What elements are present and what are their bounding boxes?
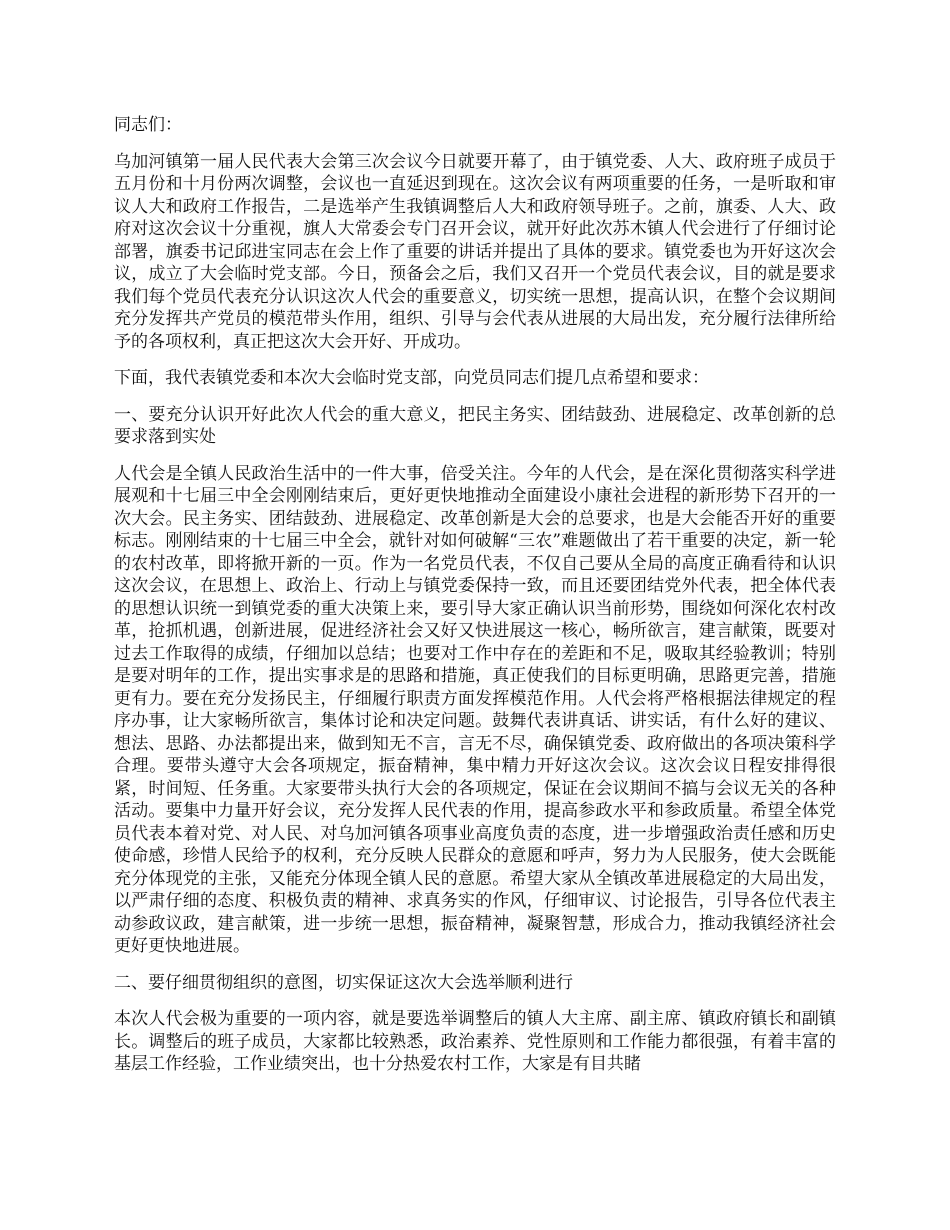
paragraph-intro: 乌加河镇第一届人民代表大会第三次会议今日就要开幕了，由于镇党委、人大、政府班子成员于五月份和十月份两次调整，会议也一直延迟到现在。这次会议有两项重要的任务，一是听取和审议人大和政府工作报告，二是选举产生我镇调整后人大和政府领导班子。之前，旗委、人大、政府对这次会议十分重视，旗人大常委会专门召开会议，就开好此次苏木镇人代会进行了仔细讨论部署，旗委书记邱进宝同志在会上作了重要的讲话并提出了具体的要求。镇党委也为开好这次会议，成立了大会临时党支部。今日，预备会之后，我们又召开一个党员代表会议，目的就是要求我们每个党员代表充分认识这次人代会的重要意义，切实统一思想，提高认识，在整个会议期间充分发挥共产党员的模范带头作用，组织、引导与会代表从进展的大局出发，充分履行法律所给予的各项权利，真正把这次大会开好、开成功。 bbox=[114, 151, 836, 352]
section-heading-2: 二、要仔细贯彻组织的意图，切实保证这次大会选举顺利进行 bbox=[114, 972, 573, 993]
section-heading-1: 一、要充分认识开好此次人代会的重大意义，把民主务实、团结鼓劲、进展稳定、改革创新的总要求落到实处 bbox=[114, 404, 836, 447]
salutation: 同志们： bbox=[114, 115, 182, 135]
document-page bbox=[114, 114, 836, 1090]
paragraph-transition: 下面，我代表镇党委和本次大会临时党支部，向党员同志们提几点希望和要求： bbox=[114, 368, 709, 388]
paragraph-section-2-body: 本次人代会极为重要的一项内容，就是要选举调整后的镇人大主席、副主席、镇政府镇长和副镇长。调整后的班子成员，大家都比较熟悉，政治素养、党性原则和工作能力都很强，有着丰富的基层工作经验，工作业绩突出，也十分热爱农村工作，大家是有目共睹 bbox=[114, 1009, 836, 1074]
paragraph-section-1-body: 人代会是全镇人民政治生活中的一件大事，倍受关注。今年的人代会，是在深化贯彻落实科学进展观和十七届三中全会刚刚结束后，更好更快地推动全面建设小康社会进程的新形势下召开的一次大会。民主务实、团结鼓劲、进展稳定、改革创新是大会的总要求，也是大会能否开好的重要标志。刚刚结束的十七届三中全会，就针对如何破解“三农”难题做出了若干重要的决定，新一轮的农村改革，即将掀开新的一页。作为一名党员代表，不仅自己要从全局的高度正确看待和认识这次会议，在思想上、政治上、行动上与镇党委保持一致，而且还要团结党外代表，把全体代表的思想认识统一到镇党委的重大决策上来，要引导大家正确认识当前形势，围绕如何深化农村改革，抢抓机遇，创新进展，促进经济社会又好又快进展这一核心，畅所欲言，建言献策，既要对过去工作取得的成绩，仔细加以总结；也要对工作中存在的差距和不足，吸取其经验教训；特别是要对明年的工作，提出实事求是的思路和措施，真正使我们的目标更明确，思路更完善，措施更有力。要在充分发扬民主，仔细履行职责方面发挥模范作用。人代会将严格根据法律规定的程序办事，让大家畅所欲言，集体讨论和决定问题。鼓舞代表讲真话、讲实话，有什么好的建议、想法、思路、办法都提出来，做到知无不言，言无不尽，确保镇党委、政府做出的各项决策科学合理。要带头遵守大会各项规定，振奋精神，集中精力开好这次会议。这次会议日程安排得很紧，时间短、任务重。大家要带头执行大会的各项规定，保证在会议期间不搞与会议无关的各种活动。要集中力量开好会议，充分发挥人民代表的作用，提高参政水平和参政质量。希望全体党员代表本着对党、对人民、对乌加河镇各项事业高度负责的态度，进一步增强政治责任感和历史使命感，珍惜人民给予的权利，充分反映人民群众的意愿和呼声，努力为人民服务，使大会既能充分体现党的主张，又能充分体现全镇人民的意愿。希望大家从全镇改革进展稳定的大局出发，以严肃仔细的态度、积极负责的精神、求真务实的作风，仔细审议、讨论报告，引导各位代表主动参政议政，建言献策，进一步统一思想，振奋精神，凝聚智慧，形成合力，推动我镇经济社会更好更快地进展。 bbox=[114, 463, 836, 956]
